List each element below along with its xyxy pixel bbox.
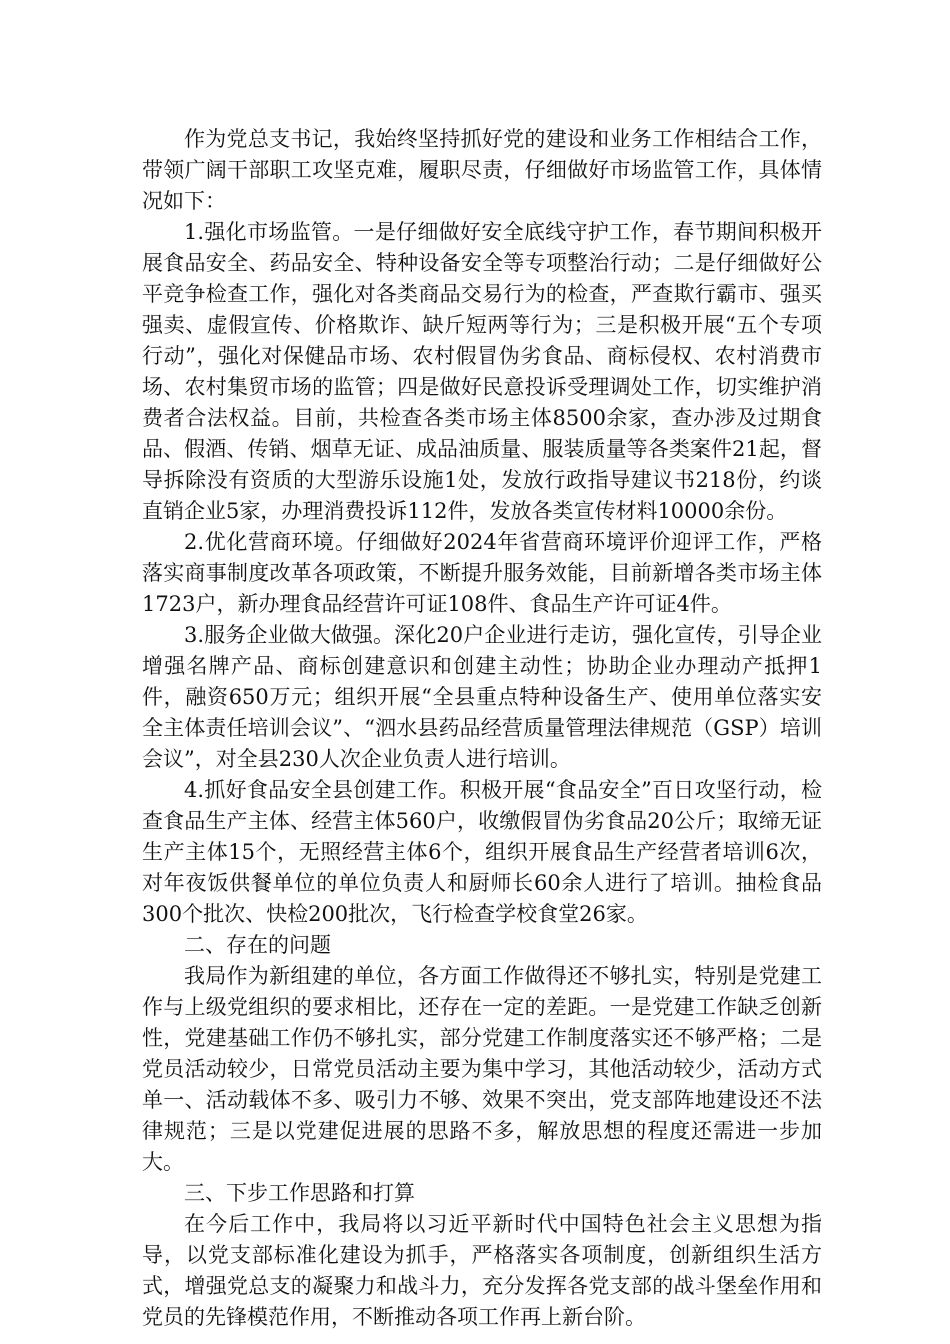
intro-paragraph: 作为党总支书记，我始终坚持抓好党的建设和业务工作相结合工作，带领广阔干部职工攻坚克难，履职尽责，仔细做好市场监管工作，具体情况如下： bbox=[142, 127, 822, 213]
problems-paragraph: 我局作为新组建的单位，各方面工作做得还不够扎实，特别是党建工作与上级党组织的要求相比，还存在一定的差距。一是党建工作缺乏创新性，党建基础工作仍不够扎实，部分党建工作制度落实还不够严格；二是党员活动较少，日常党员活动主要为集中学习，其他活动较少，活动方式单一、活动载体不多、吸引力不够、效果不突出，党支部阵地建设还不法律规范；三是以党建促进展的思路不多，解放思想的程度还需进一步加大。 bbox=[142, 964, 822, 1174]
item-1-market-supervision: 1.强化市场监管。一是仔细做好安全底线守护工作，春节期间积极开展食品安全、药品安全、特种设备安全等专项整治行动；二是仔细做好公平竞争检查工作，强化对各类商品交易行为的检查，严查欺行霸市、强买强卖、虚假宣传、价格欺诈、缺斤短两等行为；三是积极开展“五个专项行动”，强化对保健品市场、农村假冒伪劣食品、商标侵权、农村消费市场、农村集贸市场的监管；四是做好民意投诉受理调处工作，切实维护消费者合法权益。目前，共检查各类市场主体8500余家，查办涉及过期食品、假酒、传销、烟草无证、成品油质量、服装质量等各类案件21起，督导拆除没有资质的大型游乐设施1处，发放行政指导建议书218份，约谈直销企业5家，办理消费投诉112件，发放各类宣传材料10000余份。 bbox=[142, 220, 822, 523]
item-3-enterprise-service: 3.服务企业做大做强。深化20户企业进行走访，强化宣传，引导企业增强名牌产品、商标创建意识和创建主动性；协助企业办理动产抵押1件，融资650万元；组织开展“全县重点特种设备生产、使用单位落实安全主体责任培训会议”、“泗水县药品经营质量管理法律规范（GSP）培训会议”，对全县230人次企业负责人进行培训。 bbox=[142, 623, 822, 771]
section-heading-problems: 二、存在的问题 bbox=[184, 933, 331, 957]
next-steps-paragraph: 在今后工作中，我局将以习近平新时代中国特色社会主义思想为指导，以党支部标准化建设为抓手，严格落实各项制度，创新组织生活方式，增强党总支的凝聚力和战斗力，充分发挥各党支部的战斗堡垒作用和党员的先锋模范作用，不断推动各项工作再上新台阶。 bbox=[142, 1212, 822, 1329]
item-2-business-environment: 2.优化营商环境。仔细做好2024年省营商环境评价迎评工作，严格落实商事制度改革各项政策，不断提升服务效能，目前新增各类市场主体1723户，新办理食品经营许可证108件、食品生产许可证4件。 bbox=[142, 530, 822, 616]
document-body bbox=[142, 124, 822, 1333]
section-heading-next-steps: 三、下步工作思路和打算 bbox=[184, 1181, 415, 1205]
item-4-food-safety: 4.抓好食品安全县创建工作。积极开展“食品安全”百日攻坚行动，检查食品生产主体、经营主体560户，收缴假冒伪劣食品20公斤；取缔无证生产主体15个，无照经营主体6个，组织开展食品生产经营者培训6次，对年夜饭供餐单位的单位负责人和厨师长60余人进行了培训。抽检食品300个批次、快检200批次，飞行检查学校食堂26家。 bbox=[142, 778, 822, 926]
